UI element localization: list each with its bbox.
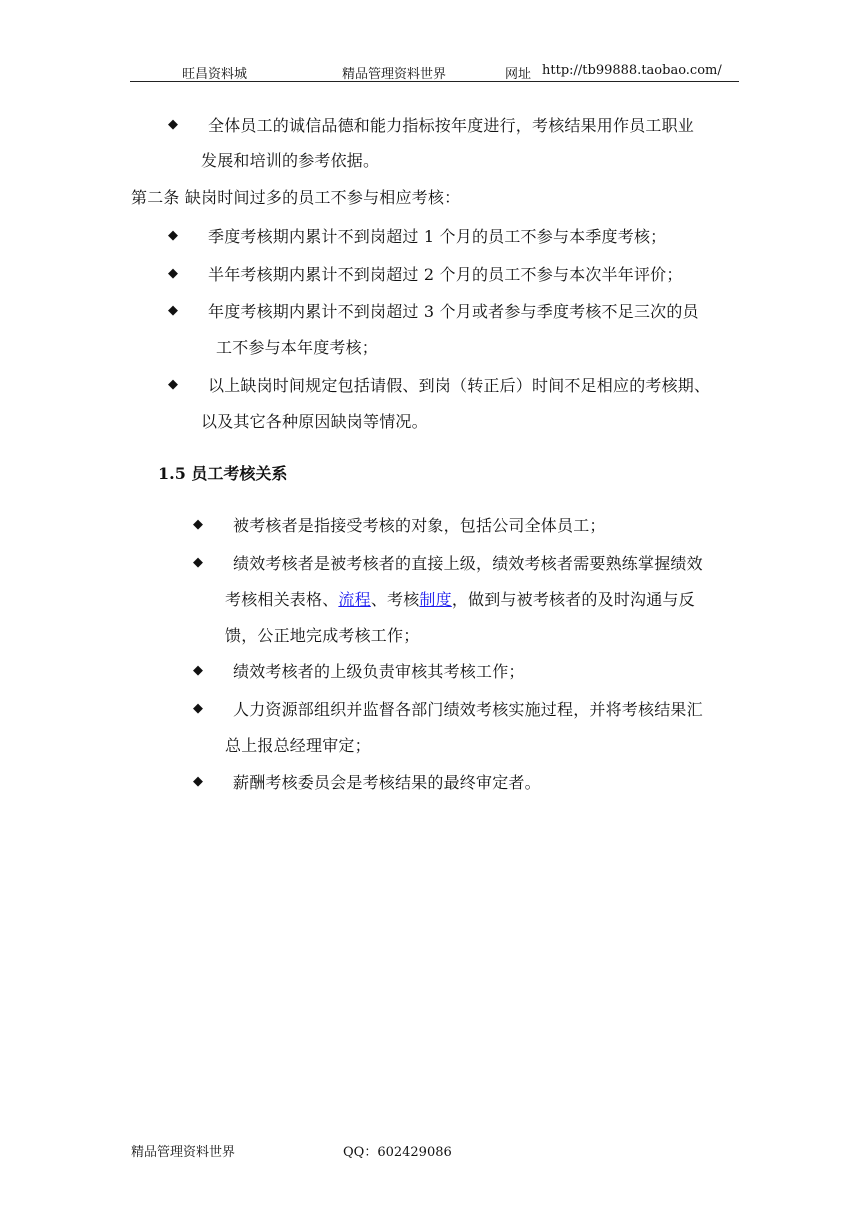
bullet-text: 人力资源部组织并监督各部门绩效考核实施过程，并将考核结果汇 <box>233 700 703 719</box>
text-segment: 、考核 <box>370 590 420 609</box>
header-site-url: http://tb99888.taobao.com/ <box>542 63 722 78</box>
bullet-text: 半年考核期内累计不到岗超过 2 个月的员工不参与本次半年评价； <box>208 265 683 284</box>
bullet-text: 季度考核期内累计不到岗超过 1 个月的员工不参与本季度考核； <box>208 227 667 246</box>
bullet-text-continued <box>225 587 695 610</box>
bullet-icon: ◆ <box>168 266 178 281</box>
bullet-text: 年度考核期内累计不到岗超过 3 个月或者参与季度考核不足三次的员 <box>208 302 699 321</box>
bullet-text-continued: 发展和培训的参考依据。 <box>201 151 380 170</box>
bullet-text-continued: 馈，公正地完成考核工作； <box>225 626 420 645</box>
text-segment: ，做到与被考核者的及时沟通与反 <box>451 590 695 609</box>
bullet-text: 绩效考核者是被考核者的直接上级，绩效考核者需要熟练掌握绩效 <box>233 554 703 573</box>
bullet-icon: ◆ <box>168 303 178 318</box>
bullet-icon: ◆ <box>193 555 203 570</box>
bullet-icon: ◆ <box>193 517 203 532</box>
header-divider <box>130 81 739 82</box>
header-left-text: 旺昌资料城 <box>182 67 248 82</box>
bullet-text-continued: 工不参与本年度考核； <box>216 338 379 357</box>
bullet-icon: ◆ <box>193 663 203 678</box>
process-link[interactable]: 流程 <box>338 590 371 609</box>
bullet-text: 以上缺岗时间规定包括请假、到岗（转正后）时间不足相应的考核期、 <box>208 376 711 395</box>
bullet-text: 绩效考核者的上级负责审核其考核工作； <box>233 662 525 681</box>
bullet-icon: ◆ <box>193 701 203 716</box>
section-heading: 1.5 员工考核关系 <box>158 464 288 483</box>
article-title: 第二条 缺岗时间过多的员工不参与相应考核： <box>131 188 461 207</box>
footer-qq: QQ：602429086 <box>343 1145 452 1160</box>
footer-left-text: 精品管理资料世界 <box>131 1145 236 1160</box>
bullet-icon: ◆ <box>168 228 178 243</box>
bullet-text: 全体员工的诚信品德和能力指标按年度进行，考核结果用作员工职业 <box>208 116 695 135</box>
bullet-icon: ◆ <box>193 774 203 789</box>
text-segment: 考核相关表格、 <box>225 590 339 609</box>
bullet-text: 薪酬考核委员会是考核结果的最终审定者。 <box>233 773 541 792</box>
bullet-icon: ◆ <box>168 377 178 392</box>
bullet-text-continued: 总上报总经理审定； <box>225 736 371 755</box>
policy-link[interactable]: 制度 <box>419 590 452 609</box>
bullet-text: 被考核者是指接受考核的对象，包括公司全体员工； <box>233 516 606 535</box>
bullet-text-continued: 以及其它各种原因缺岗等情况。 <box>201 412 428 431</box>
header-site-label: 网址 <box>505 67 532 82</box>
bullet-icon: ◆ <box>168 117 178 132</box>
header-center-text: 精品管理资料世界 <box>342 67 447 82</box>
